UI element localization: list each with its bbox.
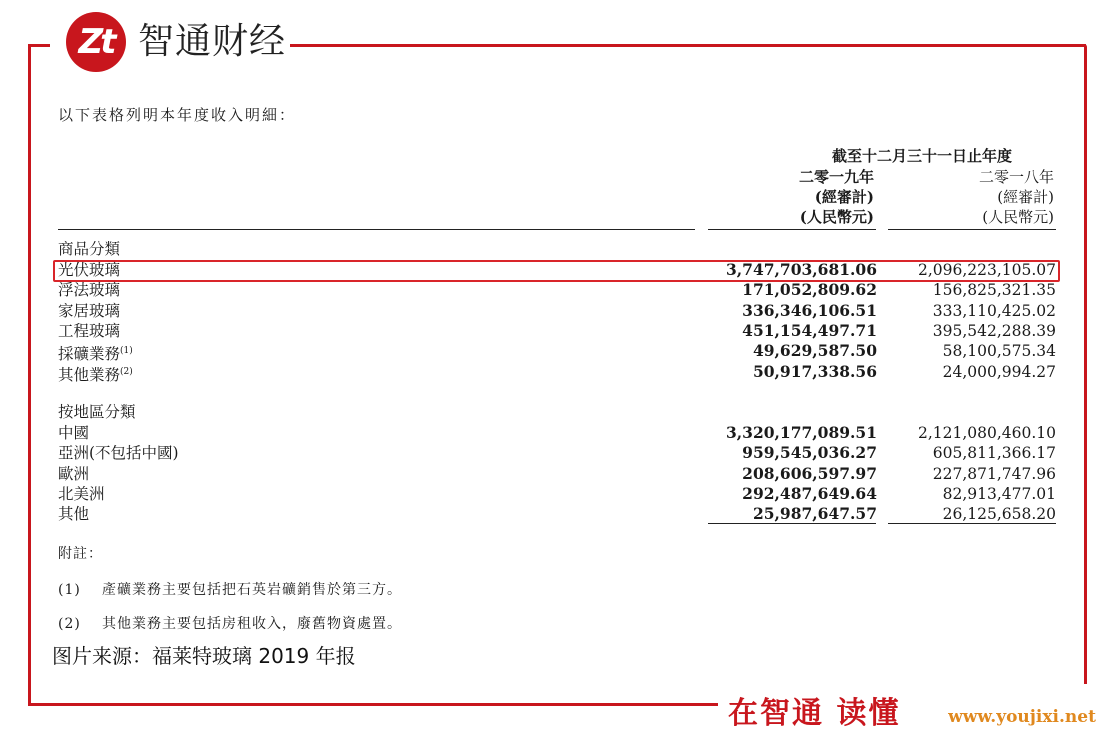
brand-logo-icon: Zt xyxy=(66,12,126,72)
row-label xyxy=(58,362,133,385)
note-item xyxy=(58,614,402,634)
value-2018: 24,000,994.27 xyxy=(942,362,1056,381)
value-2018: 333,110,425.02 xyxy=(932,301,1056,320)
table-row xyxy=(58,341,1058,364)
section-title-region: 按地區分類 xyxy=(58,403,136,421)
value-2019: 3,747,703,681.06 xyxy=(725,260,877,279)
value-2018: 395,542,288.39 xyxy=(932,321,1056,340)
value-2019: 208,606,597.97 xyxy=(742,463,877,483)
footnote-marker: (2) xyxy=(120,366,133,377)
value-2019: 50,917,338.56 xyxy=(752,361,877,381)
row-label-text: 其他 xyxy=(58,505,90,524)
notes-title: 附註： xyxy=(58,546,103,562)
row-label xyxy=(58,280,120,300)
table-row xyxy=(58,260,1058,280)
frame-border-right xyxy=(1084,44,1087,684)
header-rule-col2 xyxy=(888,229,1056,230)
col1-audit: (經審計) xyxy=(814,188,874,206)
value-2018: 605,811,366.17 xyxy=(932,444,1056,463)
table-row xyxy=(58,484,1058,504)
value-2019: 25,987,647.57 xyxy=(752,504,877,524)
value-2019: 336,346,106.51 xyxy=(742,300,877,320)
section-title-product: 商品分類 xyxy=(58,240,121,258)
col1-currency: (人民幣元) xyxy=(799,208,874,226)
row-label xyxy=(58,504,89,524)
value-2018: 82,913,477.01 xyxy=(942,484,1056,503)
row-label-text: 亞洲(不包括中國) xyxy=(58,444,179,463)
header-rule-label xyxy=(58,229,695,230)
col2-currency: (人民幣元) xyxy=(982,208,1054,226)
table-row xyxy=(58,301,1058,321)
row-label-text: 家居玻璃 xyxy=(58,301,121,320)
watermark-url: www.youjixi.net xyxy=(932,700,1112,734)
value-2018: 58,100,575.34 xyxy=(942,342,1056,361)
note-text: 產礦業務主要包括把石英岩礦銷售於第三方。 xyxy=(102,582,402,598)
row-label xyxy=(58,464,89,484)
table-row xyxy=(58,280,1058,300)
intro-text: 以下表格列明本年度收入明細： xyxy=(58,106,297,124)
value-2019: 49,629,587.50 xyxy=(752,341,877,361)
row-label-text: 中國 xyxy=(58,424,90,442)
value-2019: 292,487,649.64 xyxy=(742,483,877,503)
value-2019: 959,545,036.27 xyxy=(742,443,877,463)
frame-border-top-left xyxy=(28,44,50,47)
row-label-text: 浮法玻璃 xyxy=(58,281,121,300)
footnote-marker: (1) xyxy=(120,346,133,357)
table-row xyxy=(58,443,1058,463)
row-label-text: 歐洲 xyxy=(58,464,90,483)
row-label xyxy=(58,301,120,321)
table-row xyxy=(58,362,1058,382)
frame-border-bottom xyxy=(28,703,718,706)
row-label xyxy=(58,443,179,463)
frame-border-left xyxy=(28,44,31,706)
col2-audit: (經審計) xyxy=(997,188,1054,206)
row-label xyxy=(58,321,120,341)
value-2019: 171,052,809.62 xyxy=(742,280,877,300)
row-label-text: 工程玻璃 xyxy=(58,321,121,340)
note-number: (2) xyxy=(58,616,81,632)
value-2018: 26,125,658.20 xyxy=(942,505,1056,524)
table-row xyxy=(58,504,1058,524)
image-source-caption: 图片来源：福莱特玻璃 2019 年报 xyxy=(52,644,356,668)
header-rule-col1 xyxy=(708,229,876,230)
value-2018: 2,096,223,105.07 xyxy=(917,261,1056,279)
row-label xyxy=(58,423,89,443)
row-label-text: 其他業務 xyxy=(58,365,121,384)
total-rule-col2 xyxy=(888,523,1056,524)
value-2018: 227,871,747.96 xyxy=(932,464,1056,483)
table-row xyxy=(58,321,1058,341)
note-text: 其他業務主要包括房租收入，廢舊物資處置。 xyxy=(102,616,402,632)
note-item xyxy=(58,580,402,600)
note-number: (1) xyxy=(58,582,81,598)
total-rule-col1 xyxy=(708,523,876,524)
col1-year: 二零一九年 xyxy=(798,168,874,186)
row-label-text: 採礦業務 xyxy=(58,345,121,364)
value-2019: 3,320,177,089.51 xyxy=(725,423,877,442)
frame-border-top xyxy=(290,44,1086,47)
table-row xyxy=(58,423,1058,443)
table-row xyxy=(58,464,1058,484)
brand-name: 智通财经 xyxy=(138,21,287,62)
value-2019: 451,154,497.71 xyxy=(742,320,877,340)
value-2018: 2,121,080,460.10 xyxy=(917,424,1056,442)
row-label-text: 光伏玻璃 xyxy=(58,261,121,279)
row-label xyxy=(58,484,105,504)
col2-year: 二零一八年 xyxy=(978,168,1054,186)
row-label-text: 北美洲 xyxy=(58,484,105,503)
value-2018: 156,825,321.35 xyxy=(932,281,1056,300)
slogan-text: 在智通 读懂 xyxy=(728,696,901,731)
period-header: 截至十二月三十一日止年度 xyxy=(831,147,1012,165)
row-label xyxy=(58,260,120,280)
